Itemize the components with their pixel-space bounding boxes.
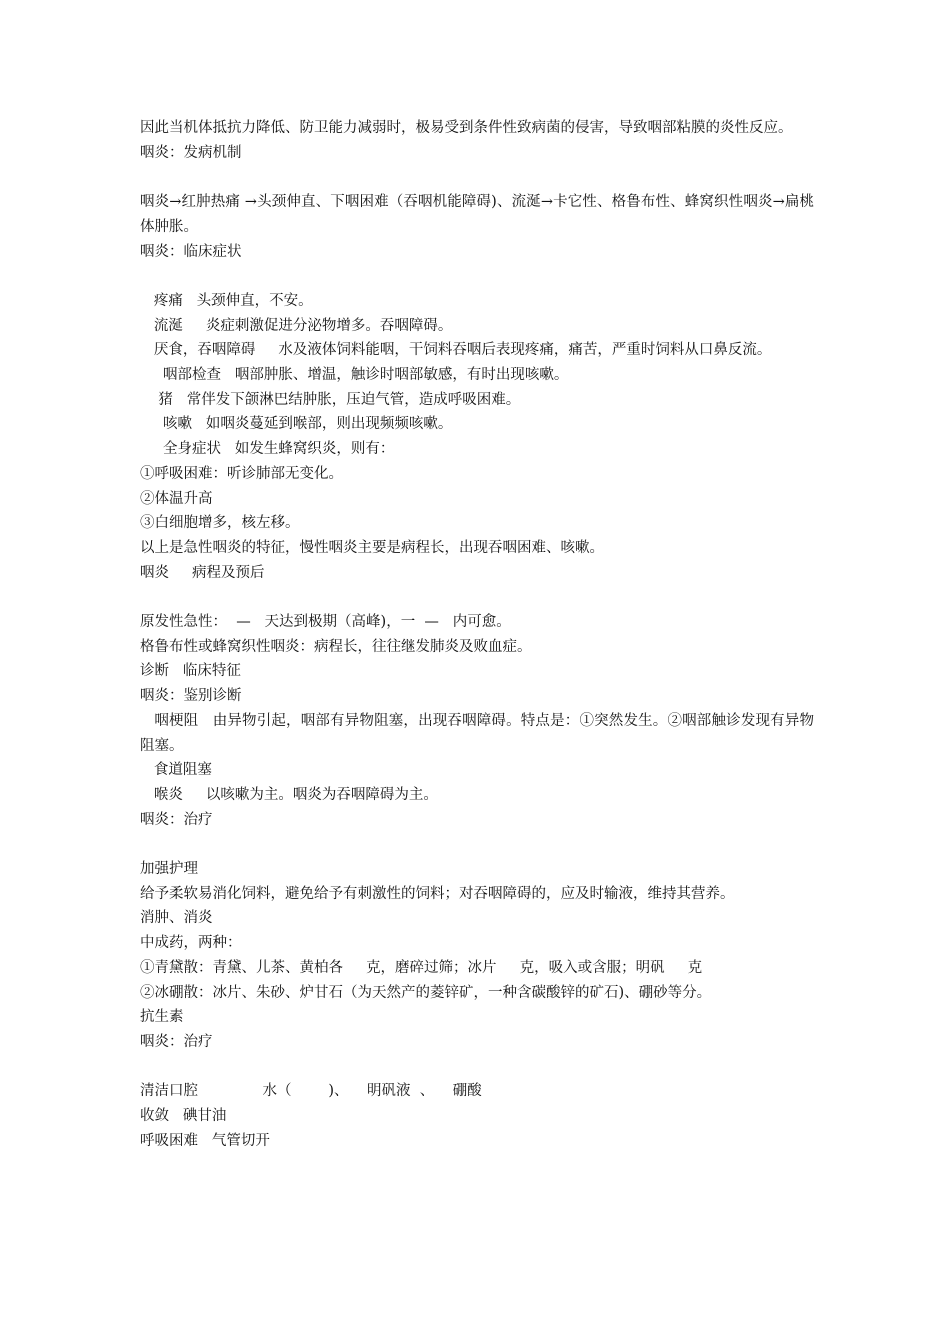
- blank-line: [140, 1055, 814, 1080]
- text-line: 厌食，吞咽障碍 水及液体饲料能咽，干饲料吞咽后表现疼痛，痛苦，严重时饲料从口鼻反流。: [140, 342, 772, 359]
- text-line: ②冰硼散：冰片、朱砂、炉甘石（为天然产的菱锌矿，一种含碳酸锌的矿石)、硼砂等分。: [140, 984, 712, 1001]
- text-line: 咽炎：鉴别诊断: [140, 688, 242, 705]
- text-line: 咽炎 病程及预后: [140, 564, 265, 581]
- blank-line: [140, 585, 814, 610]
- text-line: 猪 常伴发下颌淋巴结肿胀，压迫气管，造成呼吸困难。: [140, 391, 521, 408]
- text-line: 给予柔软易消化饲料，避免给予有刺激性的饲料；对吞咽障碍的，应及时输液，维持其营养。: [140, 885, 735, 902]
- text-line: 清洁口腔 水（ )、 明矾液 、 硼酸: [140, 1083, 482, 1100]
- text-line: 疼痛 头颈伸直，不安。: [140, 292, 313, 309]
- text-line: ①青黛散：青黛、儿茶、黄柏各 克，磨碎过筛；冰片 克，吸入或含服；明矾 克: [140, 959, 703, 976]
- text-line: 咽部检查 咽部肿胀、增温，触诊时咽部敏感，有时出现咳嗽。: [140, 367, 569, 383]
- text-line: 全身症状 如发生蜂窝织炎，则有：: [140, 441, 395, 458]
- text-line: 诊断 临床特征: [140, 663, 241, 680]
- text-line: 原发性急性： — 天达到极期（高峰)，一 — 内可愈。: [140, 614, 511, 631]
- blank-line: [140, 264, 814, 289]
- document-body: [140, 116, 814, 1153]
- text-line: 格鲁布性或蜂窝织性咽炎：病程长，往往继发肺炎及败血症。: [140, 638, 532, 655]
- text-line: 食道阻塞: [140, 762, 212, 779]
- blank-line: [140, 165, 814, 190]
- text-line: 加强护理: [140, 861, 198, 878]
- text-line: 因此当机体抵抗力降低、防卫能力减弱时，极易受到条件性致病菌的侵害，导致咽部粘膜的炎性反应。: [140, 120, 793, 136]
- text-line: 收敛 碘甘油: [140, 1108, 227, 1125]
- text-line: 咽炎：治疗: [140, 811, 213, 828]
- blank-line: [140, 832, 814, 857]
- text-line: 以上是急性咽炎的特征，慢性咽炎主要是病程长，出现吞咽困难、咳嗽。: [140, 539, 604, 556]
- text-line: 咽炎：发病机制: [140, 144, 242, 161]
- text-line: 喉炎 以咳嗽为主。咽炎为吞咽障碍为主。: [140, 786, 438, 803]
- text-line: 呼吸困难 气管切开: [140, 1132, 270, 1149]
- text-line: ②体温升高: [140, 490, 213, 507]
- text-line: 咳嗽 如咽炎蔓延到喉部，则出现频频咳嗽。: [140, 416, 453, 433]
- text-line: 咽炎：临床症状: [140, 243, 242, 260]
- text-line: 流涎 炎症刺激促进分泌物增多。吞咽障碍。: [140, 317, 453, 334]
- text-line: 消肿、消炎: [140, 910, 213, 927]
- text-line: 咽炎→红肿热痛 →头颈伸直、下咽困难（吞咽机能障碍)、流涎→卡它性、格鲁布性、蜂窝织性咽炎→扁桃体肿胀。: [140, 194, 814, 235]
- text-line: 咽炎：治疗: [140, 1033, 213, 1050]
- text-line: 咽梗阻 由异物引起，咽部有异物阻塞，出现吞咽障碍。特点是：①突然发生。②咽部触诊发现有异物阻塞。: [140, 712, 815, 754]
- text-line: 中成药，两种：: [140, 935, 242, 952]
- text-line: ①呼吸困难：听诊肺部无变化。: [140, 465, 343, 482]
- text-line: ③白细胞增多，核左移。: [140, 515, 300, 532]
- text-line: 抗生素: [140, 1009, 184, 1026]
